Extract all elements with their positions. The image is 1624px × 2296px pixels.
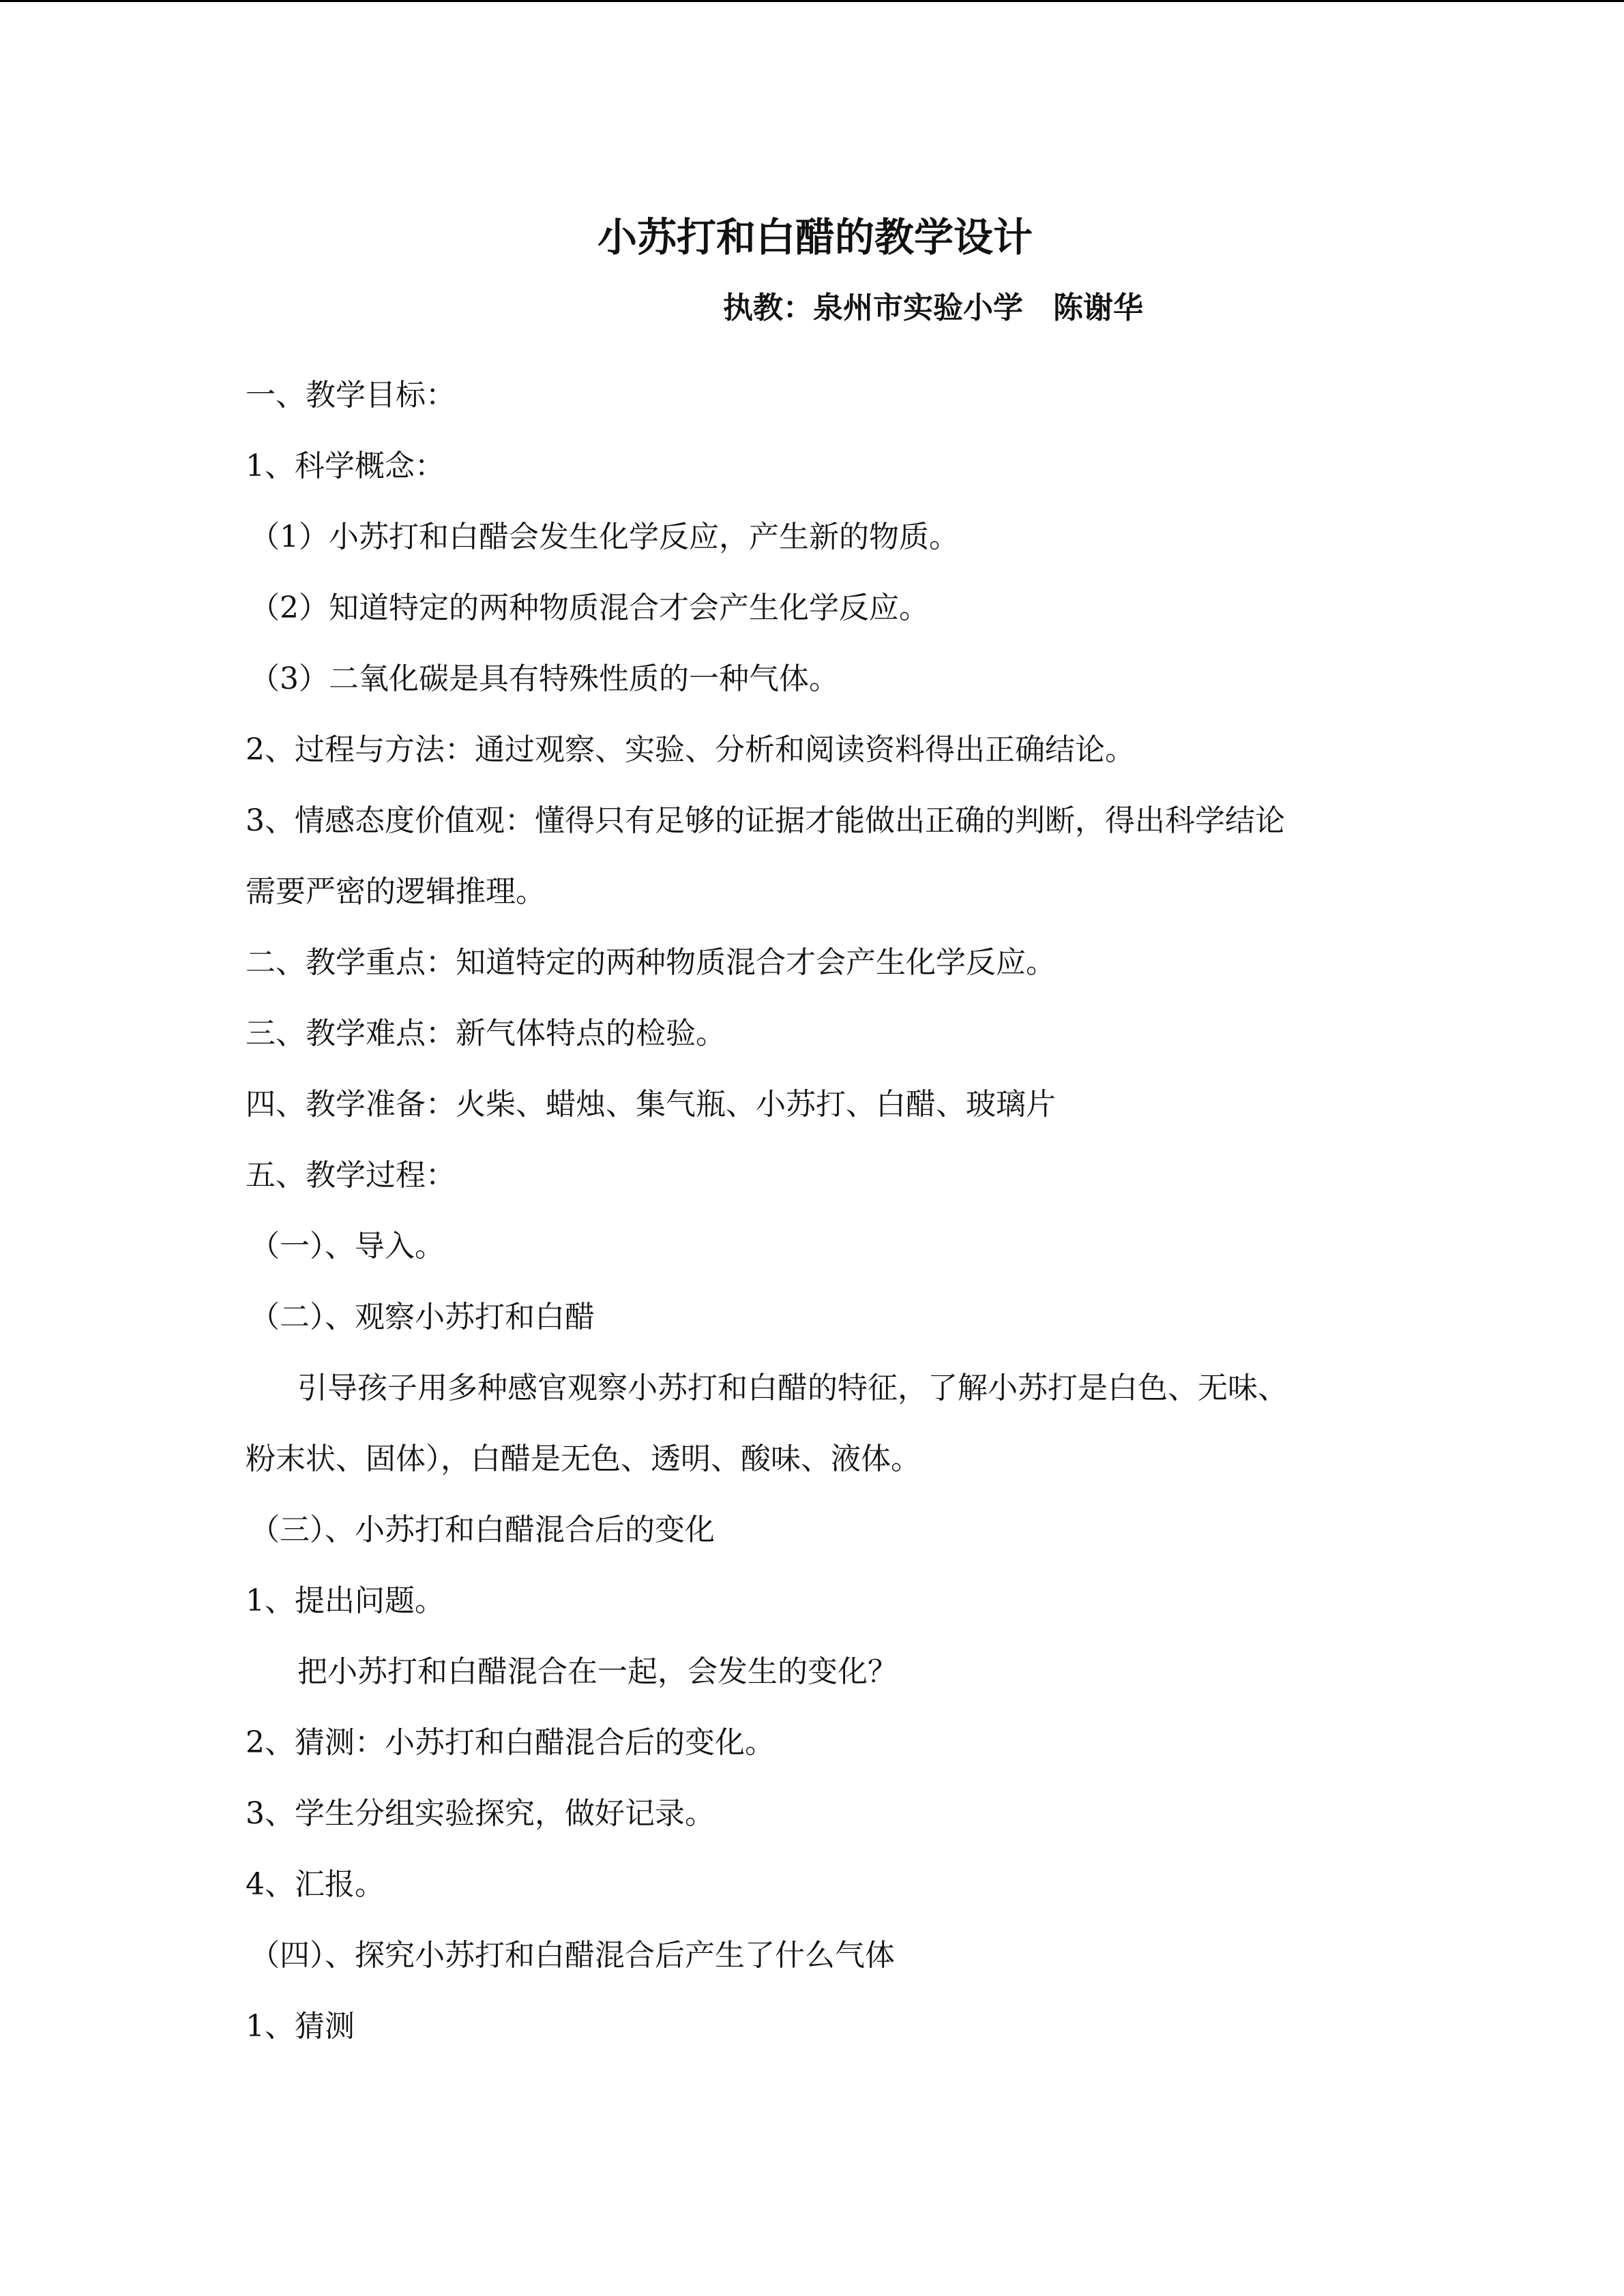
- document-title: 小苏打和白醋的教学设计: [597, 214, 1033, 260]
- text-line: （二）、观察小苏打和白醋: [250, 1300, 595, 1335]
- text-line: （四）、探究小苏打和白醋混合后产生了什么气体: [250, 1938, 895, 1973]
- text-line: 一、教学目标：: [246, 378, 456, 413]
- text-line: 4、汇报。: [246, 1867, 385, 1902]
- text-line: （2）知道特定的两种物质混合才会产生化学反应。: [250, 591, 929, 625]
- document-author: 执教：泉州市实验小学 陈谢华: [723, 290, 1143, 325]
- text-line: 1、猜测: [246, 2009, 355, 2044]
- text-line: 1、提出问题。: [246, 1583, 445, 1618]
- page-top-border: [0, 0, 1624, 2]
- text-line: 引导孩子用多种感官观察小苏打和白醋的特征，了解小苏打是白色、无味、: [297, 1371, 1288, 1405]
- text-line: 三、教学难点：新气体特点的检验。: [246, 1016, 726, 1051]
- text-line: 需要严密的逻辑推理。: [246, 874, 546, 909]
- document-body: [246, 360, 1391, 2062]
- text-line: 把小苏打和白醋混合在一起，会发生的变化？: [297, 1654, 898, 1689]
- text-line: （一）、导入。: [250, 1229, 445, 1264]
- text-line: 2、猜测：小苏打和白醋混合后的变化。: [246, 1725, 775, 1760]
- text-line: 二、教学重点：知道特定的两种物质混合才会产生化学反应。: [246, 945, 1056, 980]
- text-line: （三）、小苏打和白醋混合后的变化: [250, 1512, 715, 1547]
- text-line: 四、教学准备：火柴、蜡烛、集气瓶、小苏打、白醋、玻璃片: [246, 1087, 1056, 1122]
- document-page: [246, 205, 1391, 2044]
- text-line: 1、科学概念：: [246, 449, 445, 483]
- text-line: 五、教学过程：: [246, 1158, 456, 1193]
- text-line: （3）二氧化碳是具有特殊性质的一种气体。: [250, 661, 839, 696]
- text-line: 3、情感态度价值观：懂得只有足够的证据才能做出正确的判断，得出科学结论: [246, 803, 1285, 838]
- text-line: 粉末状、固体），白醋是无色、透明、酸味、液体。: [246, 1442, 921, 1476]
- text-line: （1）小苏打和白醋会发生化学反应，产生新的物质。: [250, 520, 959, 554]
- text-line: 3、学生分组实验探究，做好记录。: [246, 1796, 715, 1831]
- text-line: 2、过程与方法：通过观察、实验、分析和阅读资料得出正确结论。: [246, 732, 1135, 767]
